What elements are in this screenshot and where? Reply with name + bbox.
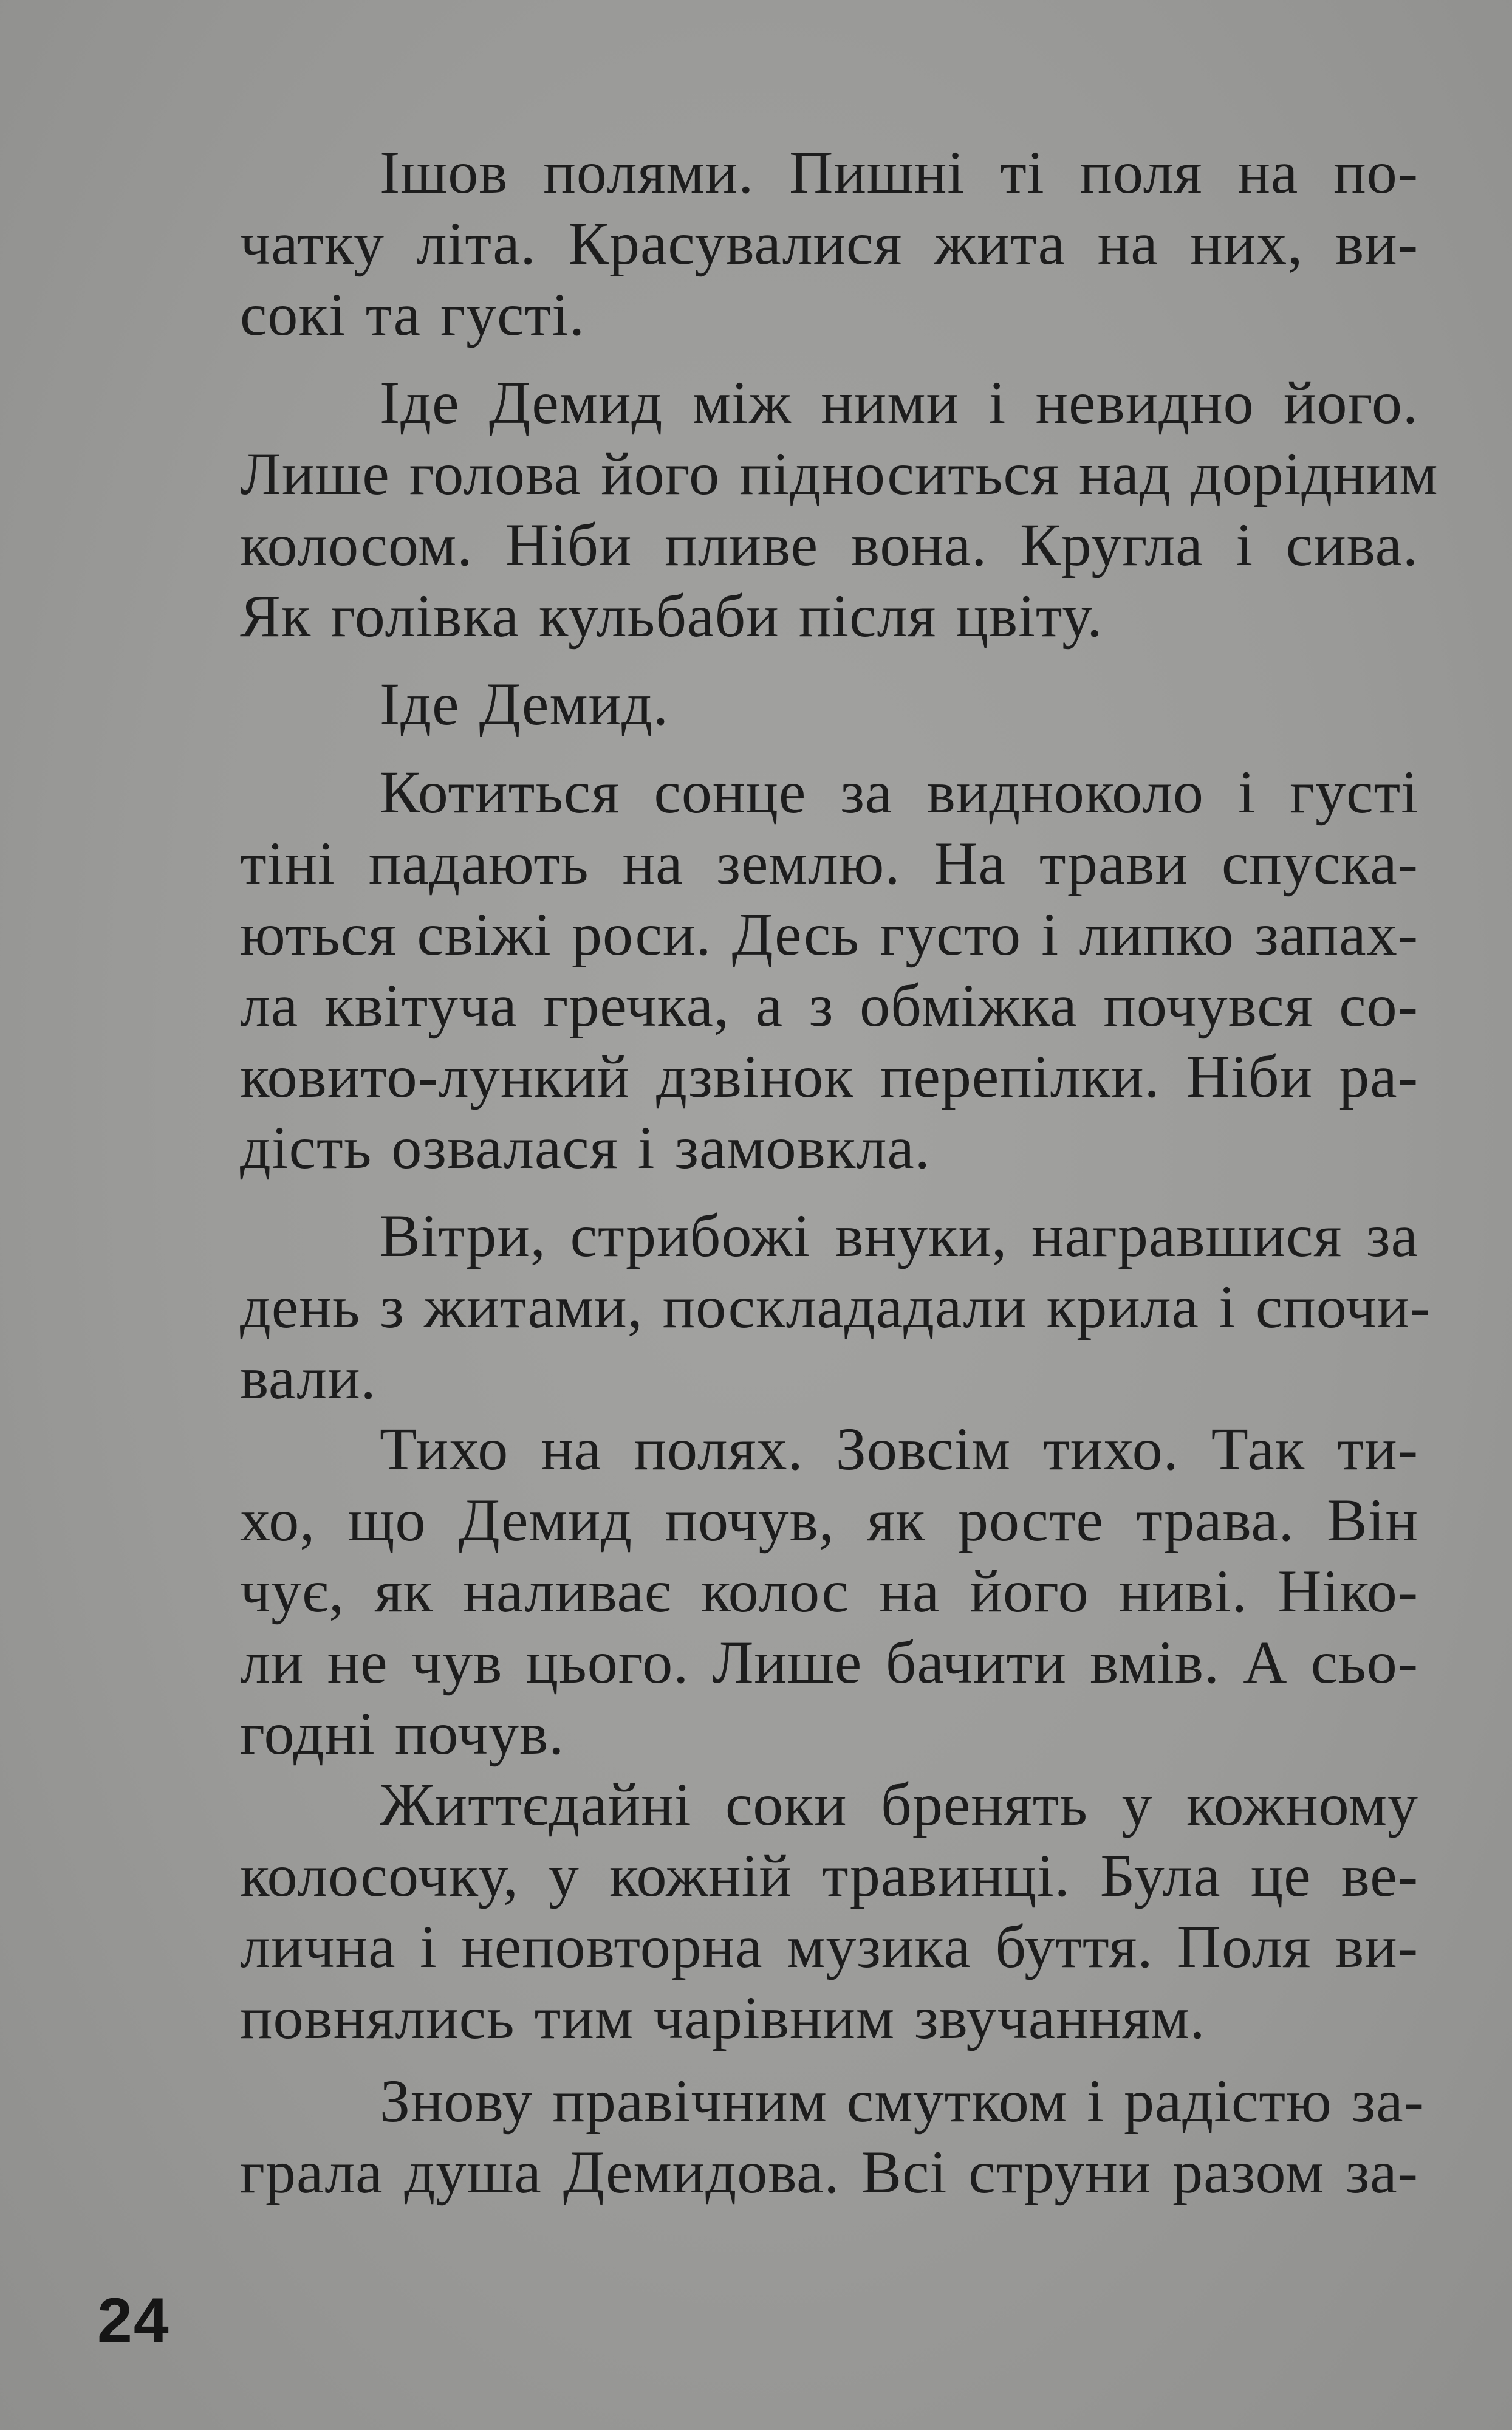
text-line: Життєдайні соки бренять у кожному [380,1771,1418,1838]
text-line: Знову правічним смутком і радістю за- [380,2067,1425,2135]
paragraph [100,1413,1418,1769]
text-line: Іде Демид між ними і невидно його. [380,369,1418,436]
text-line: чатку літа. Красувалися жита на них, ви- [240,210,1418,277]
paragraph [100,757,1418,1183]
text-line: Котиться сонце за видноколо і густі [380,758,1418,826]
text-line: сокі та густі. [240,281,585,348]
text-line: лична і неповторна музика буття. Поля ви- [240,1913,1418,1980]
text-line: чує, як наливає колос на його ниві. Ніко- [240,1557,1418,1625]
text-line: Ішов полями. Пишні ті поля на по- [380,139,1418,206]
paragraph [100,137,1418,350]
text-line: грала душа Демидова. Всі струни разом за- [240,2138,1418,2206]
text-line: ли не чув цього. Лише бачити вмів. А сьо- [240,1629,1418,1696]
text-line: Як голівка кульбаби після цвіту. [240,582,1103,650]
page-number: 24 [97,2285,170,2356]
paragraph [100,668,1418,740]
text-line: дість озвалася і замовкла. [240,1114,931,1181]
text-line: повнялись тим чарівним звучанням. [240,1984,1206,2051]
paragraph [100,2065,1425,2208]
text-line: тіні падають на землю. На трави спуска- [240,829,1418,897]
paragraph [100,1200,1431,1413]
paragraph [100,367,1438,651]
text-line: колосом. Ніби пливе вона. Кругла і сива. [240,511,1418,578]
text-line: Тихо на полях. Зовсім тихо. Так ти- [380,1415,1418,1483]
text-line: вали. [240,1344,377,1412]
text-line: хо, що Демид почув, як росте трава. Він [240,1486,1418,1554]
text-line: ються свіжі роси. Десь густо і липко запах- [240,901,1418,968]
text-line: ковито-лункий дзвінок перепілки. Ніби ра- [240,1043,1418,1110]
text-line: ла квітуча гречка, а з обміжка почувся со- [240,972,1418,1039]
text-line: колосочку, у кожній травинці. Була це ве- [240,1842,1418,1909]
paragraph [100,1769,1418,2053]
text-line: Вітри, стрибожі внуки, награвшися за [380,1202,1418,1269]
text-line: годні почув. [240,1700,565,1767]
text-line: Лише голова його підноситься над дорідним [240,440,1438,507]
text-line: день з житами, посклададали крила і спочи- [240,1273,1431,1340]
text-line: Іде Демид. [380,670,669,738]
body-text [100,137,1438,2208]
